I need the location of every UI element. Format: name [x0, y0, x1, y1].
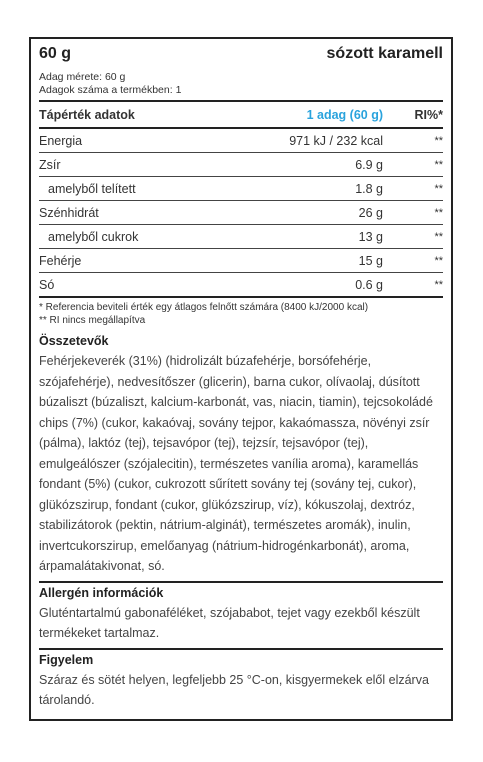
allergens-title: Allergén információk: [39, 581, 443, 600]
nutrient-value: 1.8 g: [273, 177, 383, 201]
ingredients-text: Fehérjekeverék (31%) (hidrolizált búzafehérje, borsófehérje, szójafehérje), nedvesítőszer (glicerin), barna cukor, olívaolaj, dúsított búzaliszt (búzaliszt, kalcium-karbonát, vas, niacin, tiamin), tejcsokoládé chips (7%) (cukor, kakaóvaj, sovány tejpor, kakaómassza, növényi zsír (pálma), laktóz (tej), tejsavópor (tej), tejzsír, tejsavópor (tej), emulgeálószer (szójalecitin), természetes vanília aroma), karamellás fondant (5%) (cukor, cukrozott sűrített sovány tej (sovány tej, cukor), glükózszirup, fondant (cukor, glükózszirup, víz), kókuszolaj, dextróz, stabilizátorok (pektin, nátrium-alginát), természetes aromák), inulin, invertcukorszirup, emelőanyag (nátrium-hidrogénkarbonát), aroma, árpamalátakivonat, só.: [39, 354, 433, 573]
table-row: [39, 225, 443, 249]
warning-title: Figyelem: [39, 648, 443, 667]
nutrient-name: amelyből cukrok: [39, 225, 273, 249]
footnote-ri: ** RI nincs megállapítva: [39, 315, 146, 326]
nutrient-ri: **: [383, 273, 443, 298]
nutrition-table: [39, 102, 443, 298]
col-portion-header: 1 adag (60 g): [273, 102, 383, 128]
nutrient-ri: **: [383, 153, 443, 177]
table-row: [39, 128, 443, 153]
nutrient-name: Fehérje: [39, 249, 273, 273]
label-header: [39, 45, 443, 63]
col-ri-header: RI%*: [383, 102, 443, 128]
footnote-reference: * Referencia beviteli érték egy átlagos felnőtt számára (8400 kJ/2000 kcal): [39, 302, 369, 313]
nutrition-label: [29, 37, 453, 721]
table-row: [39, 273, 443, 298]
nutrient-value: 13 g: [273, 225, 383, 249]
nutrient-ri: **: [383, 128, 443, 153]
servings-per-product: Adagok száma a termékben: 1: [39, 84, 182, 96]
nutrient-value: 0.6 g: [273, 273, 383, 298]
nutrient-value: 6.9 g: [273, 153, 383, 177]
nutrient-ri: **: [383, 225, 443, 249]
ingredients-title: Összetevők: [39, 334, 109, 348]
allergens-text: Gluténtartalmú gabonaféléket, szójababot, tejet vagy ezekből készült termékeket tartalmaz.: [39, 605, 420, 640]
nutrient-name: Szénhidrát: [39, 201, 273, 225]
nutrient-ri: **: [383, 177, 443, 201]
flavor-name: sózott karamell: [326, 45, 443, 62]
warning-text: Száraz és sötét helyen, legfeljebb 25 °C-on, kisgyermekek elől elzárva tárolandó.: [39, 672, 429, 707]
table-row: [39, 177, 443, 201]
nutrient-name: amelyből telített: [39, 177, 273, 201]
table-header: [39, 102, 443, 128]
col-name-header: Tápérték adatok: [39, 102, 273, 128]
table-row: [39, 153, 443, 177]
nutrient-ri: **: [383, 201, 443, 225]
serving-size: Adag mérete: 60 g: [39, 71, 126, 83]
nutrient-ri: **: [383, 249, 443, 273]
table-row: [39, 201, 443, 225]
nutrient-name: Só: [39, 273, 273, 298]
nutrient-name: Energia: [39, 128, 273, 153]
nutrient-value: 15 g: [273, 249, 383, 273]
nutrient-name: Zsír: [39, 153, 273, 177]
nutrient-value: 26 g: [273, 201, 383, 225]
nutrient-value: 971 kJ / 232 kcal: [273, 128, 383, 153]
table-row: [39, 249, 443, 273]
serving-weight: 60 g: [39, 45, 72, 62]
